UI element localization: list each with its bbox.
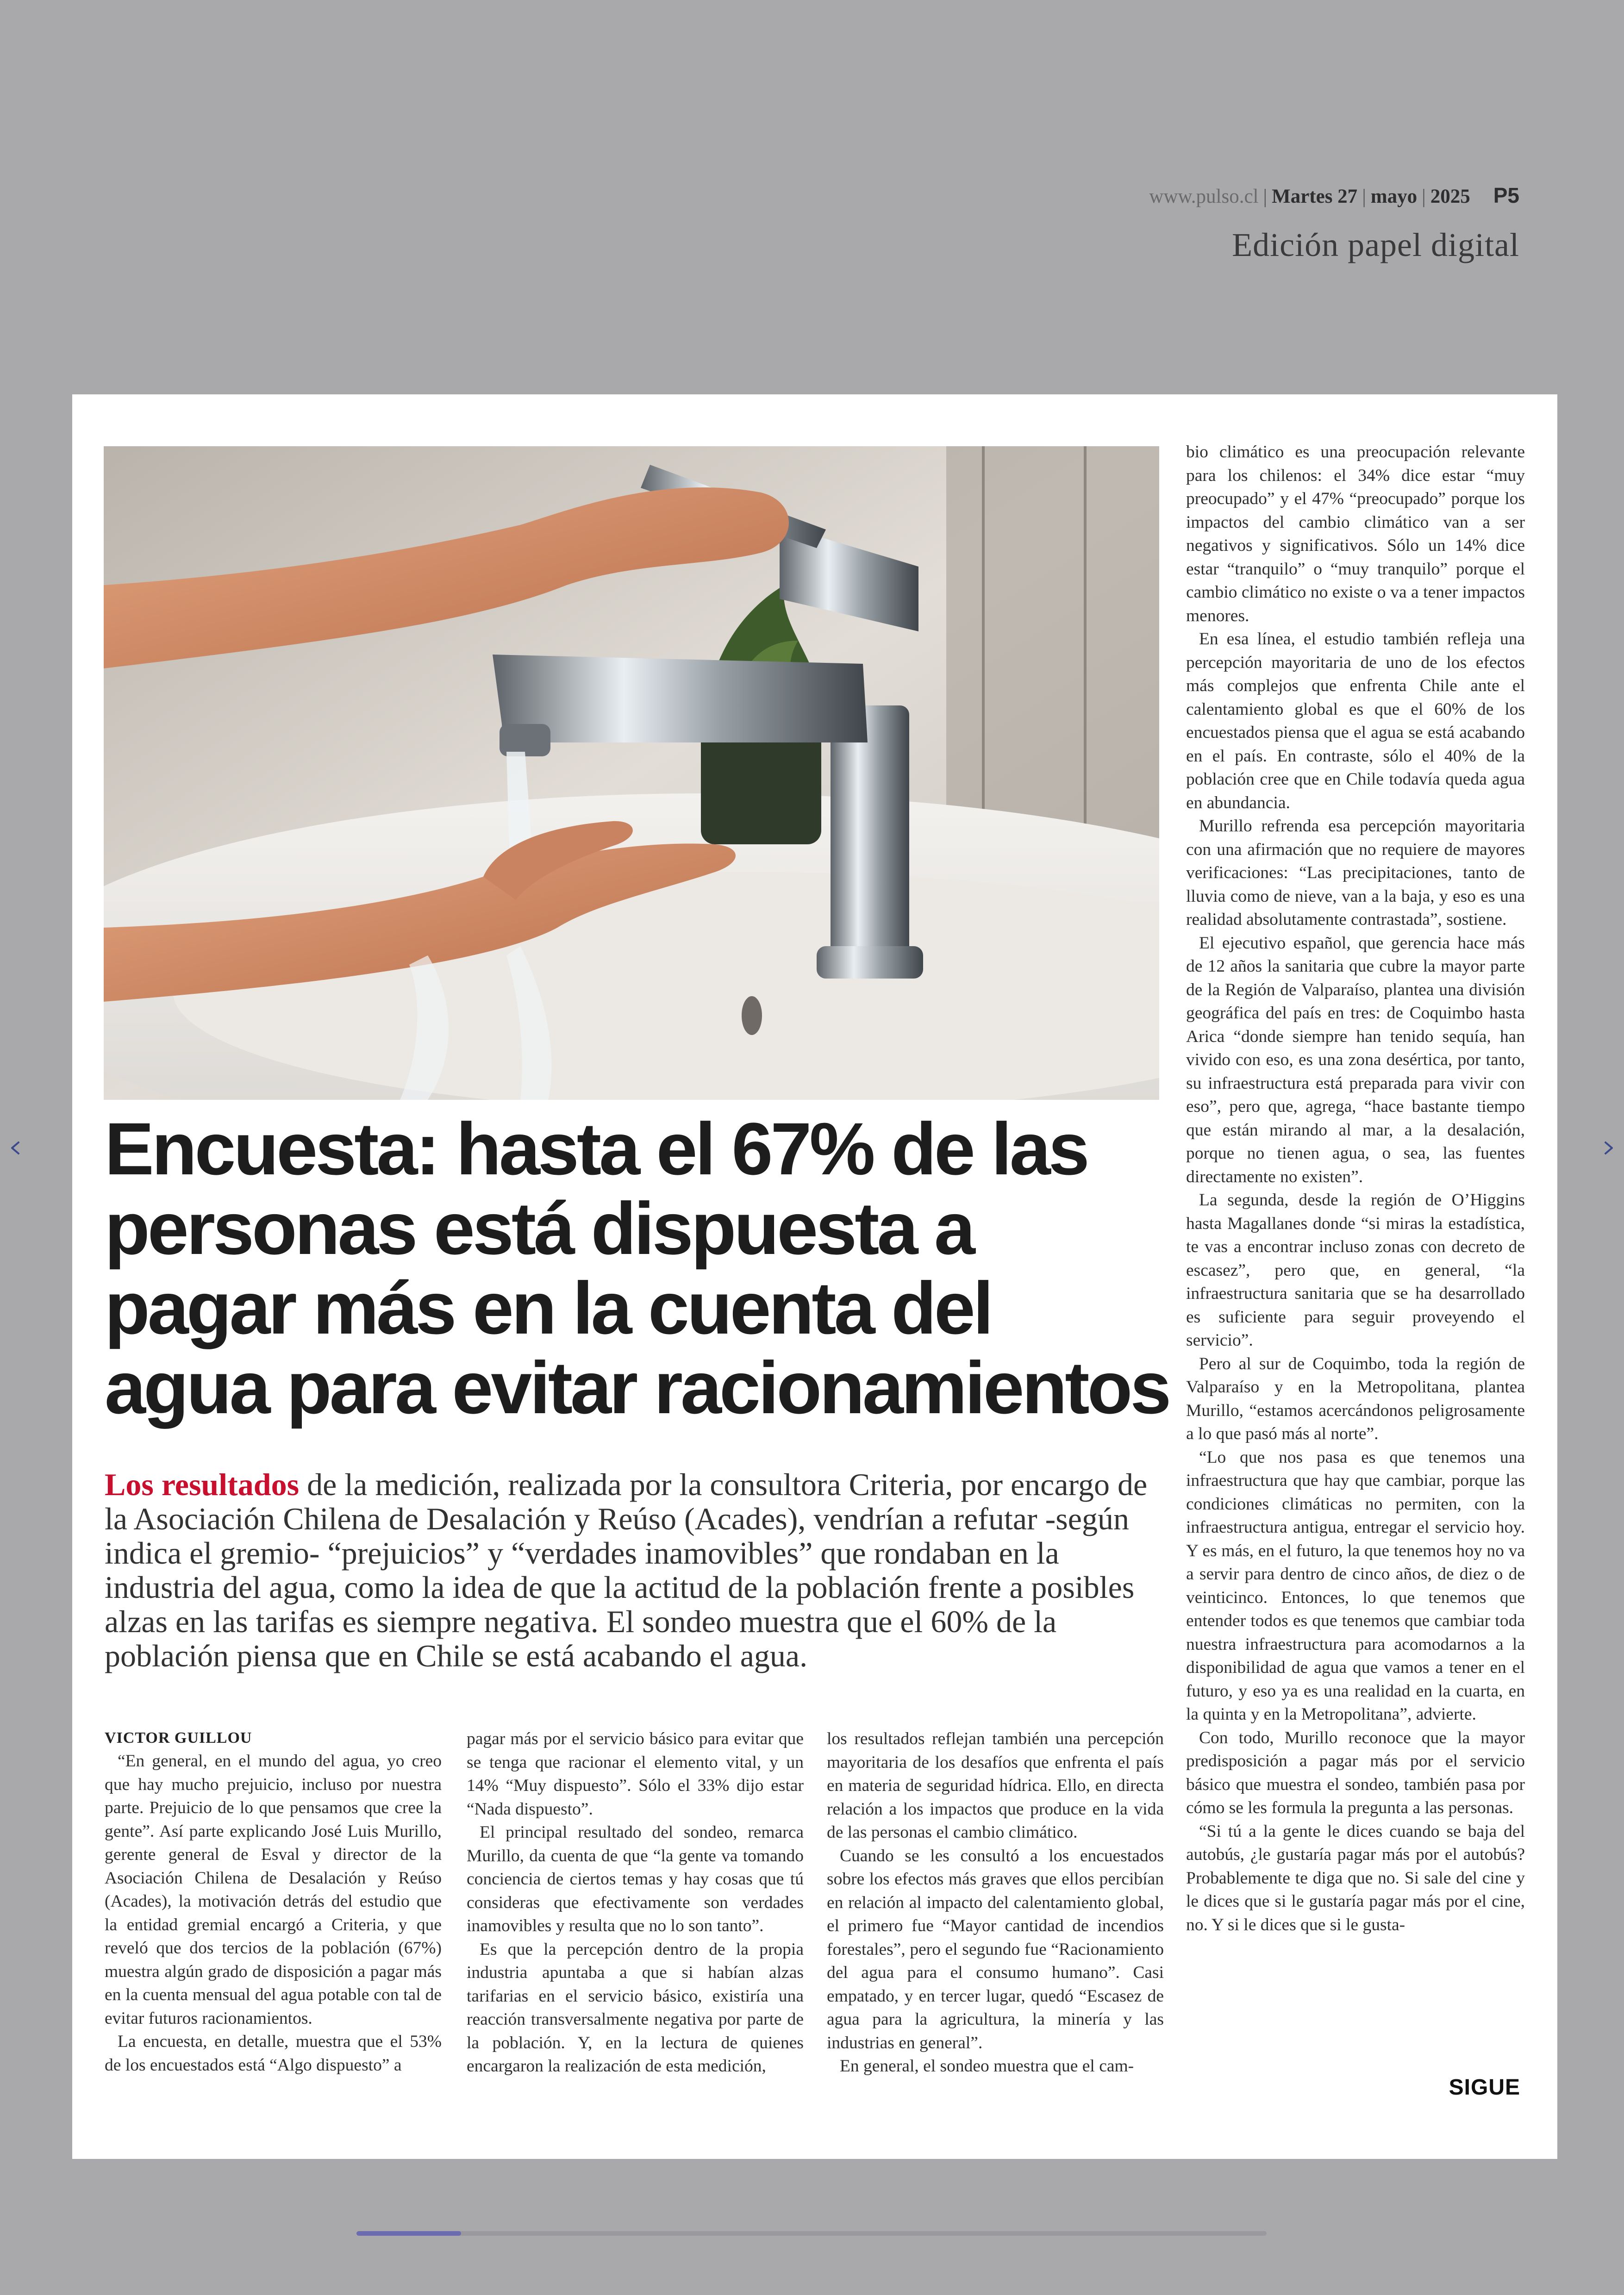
paragraph: Cuando se les consultó a los encuestados sobre los efectos más graves que ellos percibían en relación al impacto del calentamiento global, el primero fue “Mayor cantidad de incendios forestales”, pero el segundo fue “Racionamiento del agua para el consumo humano”. Casi empatado, y en tercer lugar, quedó “Escasez de agua para la agricultura, la minería y las industrias en general”. bbox=[827, 1846, 1164, 2052]
byline: VICTOR GUILLOU bbox=[105, 1729, 252, 1746]
paragraph: En esa línea, el estudio también refleja una percepción mayoritaria de uno de los efectos más complejos que enfrenta Chile ante el calentamiento global es que el 60% de los encuestados piensa que el agua se está acabando en el país. En contraste, sólo el 40% de la población cree que en Chile todavía queda agua en abundancia. bbox=[1186, 630, 1525, 812]
chevron-right-icon[interactable] bbox=[1599, 1139, 1618, 1157]
header-separator: | bbox=[1263, 186, 1268, 207]
header-date-month: mayo bbox=[1370, 186, 1418, 207]
header-date-day: Martes 27 bbox=[1272, 186, 1358, 207]
article-lead bbox=[105, 1467, 1165, 1673]
paragraph: En general, el sondeo muestra que el cam- bbox=[840, 2057, 1134, 2076]
newspaper-page bbox=[72, 394, 1557, 2159]
page-number: P5 bbox=[1493, 183, 1519, 207]
lead-kicker: Los resultados bbox=[105, 1467, 300, 1502]
paragraph: “Lo que nos pasa es que tenemos una infraestructura que hay que cambiar, porque las condiciones climáticas no permiten, con la infraestructura antigua, entregar el servicio hoy. Y es más, en el futuro, la que tenemos hoy no va a servir para dentro de cinco años, de diez o de veinticinco. Entonces, lo que tenemos que entender todos es que tenemos que cambiar toda nuestra infraestructura para acomodarnos a la disponibilidad de agua que vamos a tener en el futuro, y eso ya es una realidad en la cuarta, en la quinta y en la Metropolitana”, advierte. bbox=[1186, 1447, 1525, 1724]
chevron-left-icon[interactable] bbox=[6, 1139, 25, 1157]
paragraph: Pero al sur de Coquimbo, toda la región de Valparaíso y en la Metropolitana, plantea Murillo, “estamos acercándonos peligrosamente a lo que pasó más al norte”. bbox=[1186, 1354, 1525, 1443]
page-scroll-thumb[interactable] bbox=[356, 2231, 461, 2236]
header-separator: | bbox=[1422, 186, 1426, 207]
faucet-photo bbox=[104, 446, 1159, 1100]
paragraph: bio climático es una preocupación relevante para los chilenos: el 34% dice estar “muy preocupado” y el 47% “preocupado” porque los impactos del cambio climático van a ser negativos y significativos. Sólo un 14% dice estar “tranquilo” o “muy tranquilo” porque el cambio climático no existe o va a tener impactos menores. bbox=[1186, 443, 1525, 625]
paragraph: Con todo, Murillo reconoce que la mayor predisposición a pagar más por el servicio básico que muestra el sondeo, también pasa por cómo se les formula la pregunta a las personas. bbox=[1186, 1728, 1525, 1817]
header-separator: | bbox=[1362, 186, 1366, 207]
edition-label: Edición papel digital bbox=[1232, 226, 1519, 263]
article-column-3 bbox=[827, 1727, 1164, 2078]
article-column-1 bbox=[105, 1727, 442, 2077]
article-column-2 bbox=[467, 1727, 804, 2078]
paragraph: El principal resultado del sondeo, remarca Murillo, da cuenta de que “la gente va tomando conciencia de ciertos temas y hay cosas que tú consideras que efectivamente son verdades inamovibles y resulta que no lo son tanto”. bbox=[467, 1823, 804, 1935]
article-column-4 bbox=[1186, 441, 1525, 1937]
paragraph: El ejecutivo español, que gerencia hace más de 12 años la sanitaria que cubre la mayor parte de la Región de Valparaíso, plantea una división geográfica del país en tres: de Coquimbo hasta Arica “donde siempre han tenido sequía, han vivido con eso, es una zona desértica, por tanto, su infraestructura está preparada para vivir con eso”, pero que, agrega, “hace bastante tiempo que están mirando al mar, a la desalación, porque no tienen agua, o sea, las fuentes directamente no existen”. bbox=[1186, 933, 1525, 1186]
paragraph: los resultados reflejan también una percepción mayoritaria de los desafíos que enfrenta el país en materia de seguridad hídrica. Ello, en directa relación a los impactos que produce en la vida de las personas el cambio climático. bbox=[827, 1729, 1164, 1842]
paragraph: La segunda, desde la región de O’Higgins hasta Magallanes donde “si miras la estadística, te vas a encontrar incluso zonas con decreto de escasez”, pero que, en general, “la infraestructura sanitaria que se ha desarrollado es suficiente para seguir proveyendo el servicio”. bbox=[1186, 1191, 1525, 1350]
paragraph: La encuesta, en detalle, muestra que el 53% de los encuestados está “Algo dispuesto” a bbox=[105, 2032, 442, 2075]
continues-label: SIGUE bbox=[1449, 2075, 1520, 2100]
page-header-line bbox=[1149, 183, 1519, 208]
header-date-year: 2025 bbox=[1430, 186, 1470, 207]
site-url[interactable]: www.pulso.cl bbox=[1149, 186, 1259, 207]
page-scroll-bar[interactable] bbox=[356, 2231, 1267, 2236]
paragraph: Murillo refrenda esa percepción mayoritaria con una afirmación que no requiere de mayores verificaciones: “Las precipitaciones, tanto de lluvia como de nieve, van a la baja, y eso es una realidad absolutamente contrastada”, sostiene. bbox=[1186, 817, 1525, 929]
paragraph: pagar más por el servicio básico para evitar que se tenga que racionar el elemento vital, y un 14% “Muy dispuesto”. Sólo el 33% dijo estar “Nada dispuesto”. bbox=[467, 1729, 804, 1819]
paragraph: Es que la percepción dentro de la propia industria apuntaba a que si habían alzas tarifarias en el servicio básico, existiría una reacción transversalmente negativa por parte de la población. Y, en la lectura de quienes encargaron la realización de esta medición, bbox=[467, 1940, 804, 2076]
paragraph: “Si tú a la gente le dices cuando se baja del autobús, ¿le gustaría pagar más por el autobús? Probablemente te diga que no. Si sale del cine y le dices que si le gustaría pagar más por el cine, no. Y si le dices que si le gusta- bbox=[1186, 1821, 1525, 1934]
lead-text: de la medición, realizada por la consultora Criteria, por encargo de la Asociación Chilena de Desalación y Reúso (Acades), vendrían a refutar -según indica el gremio- “prejuicios” y “verdades inamovibles” que rondaban en la industria del agua, como la idea de que la actitud de la población frente a posibles alzas en las tarifas es siempre negativa. El sondeo muestra que el 60% de la población piensa que en Chile se está acabando el agua. bbox=[105, 1467, 1148, 1673]
paragraph: “En general, en el mundo del agua, yo creo que hay mucho prejuicio, incluso por nuestra parte. Prejuicio de lo que pensamos que cree la gente”. Así parte explicando José Luis Murillo, gerente general de Esval y director de la Asociación Chilena de Desalación y Reúso (Acades), la motivación detrás del estudio que la entidad gremial encargó a Criteria, y que reveló que dos tercios de la población (67%) muestra algún grado de disposición a pagar más en la cuenta mensual del agua potable con tal de evitar futuros racionamientos. bbox=[105, 1752, 442, 2028]
article-headline: Encuesta: hasta el 67% de las personas está dispuesta a pagar más en la cuenta del agua para evitar racionamientos bbox=[105, 1107, 1169, 1429]
